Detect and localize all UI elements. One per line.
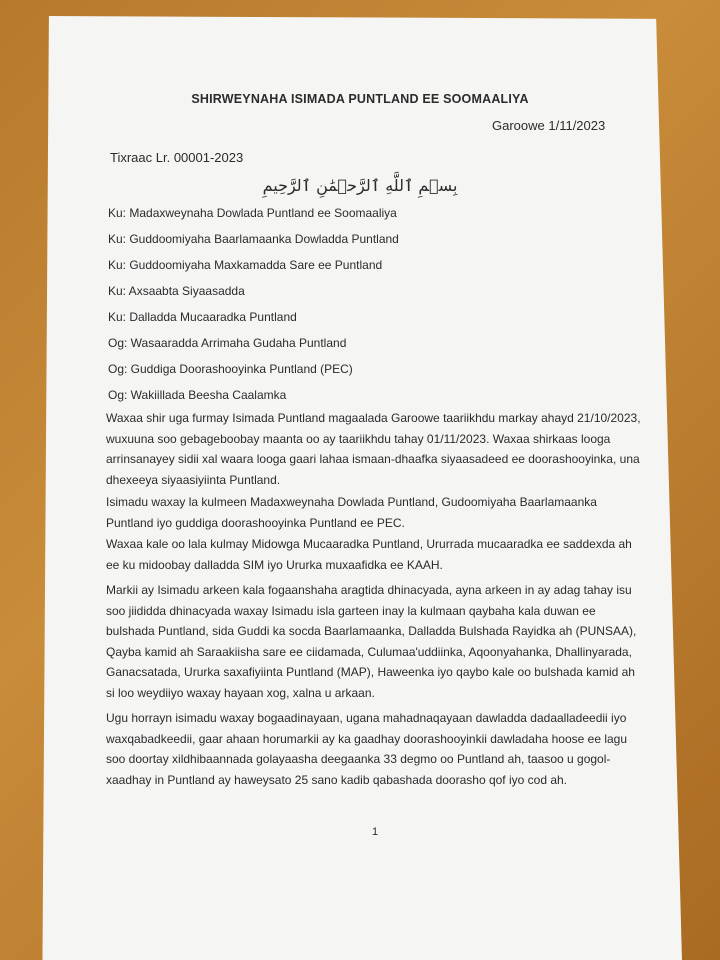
recipient-line: Ku: Guddoomiyaha Baarlamaanka Dowladda Puntland bbox=[108, 232, 399, 246]
recipient-line: Ku: Axsaabta Siyaasadda bbox=[108, 284, 245, 298]
body-paragraph-2: Isimadu waxay la kulmeen Madaxweynaha Dowlada Puntland, Gudoomiyaha Baarlamaanka Puntland iyo guddiga doorashooyinka Puntland ee PEC. bbox=[106, 495, 597, 530]
body-paragraph-1: Waxaa shir uga furmay Isimada Puntland magaalada Garoowe taariikhdu markay ahayd 21/10/2023, wuxuuna soo gebageboobay maanta oo ay taariikhdu tahay 01/11/2023. Waxaa shirkaas looga arrinsanayey sidii xal waara looga gaari lahaa ismaan-dhaafka siyaasadeed ee doorashooyinka, una dhexeeya siyaasiyiinta Puntland. bbox=[106, 411, 641, 487]
bismillah-line: بِسۡمِ ٱللَّهِ ٱلرَّحۡمَٰنِ ٱلرَّحِيمِ bbox=[262, 176, 458, 195]
cc-line: Og: Wasaaradda Arrimaha Gudaha Puntland bbox=[108, 336, 347, 350]
reference-number: Tixraac Lr. 00001-2023 bbox=[110, 150, 244, 165]
body-paragraph-4: Markii ay Isimadu arkeen kala fogaanshaha aragtida dhinacyada, ayna arkeen in ay adag tahay isu soo jiididda dhinacyada waxay Isimadu isla garteen inay la kulmaan qaybaha kala duwan ee bulshada Puntland, sida Guddi ka socda Baarlamaanka, Dalladda Bulshada Rayidka ah (PUNSAA), Qayba kamid ah Saraakiisha sare ee ciidamada, Culumaa'uddiinka, Aqoonyahanka, Dhallinyarada, Ganacsatada, Ururka saxafiyiinta Puntland (MAP), Haweenka iyo qaybo kale oo bulshada kamid ah si loo weydiiyo waxay hayaan xog, xalna u arkaan. bbox=[106, 583, 637, 700]
letter-title: SHIRWEYNAHA ISIMADA PUNTLAND EE SOOMAALIYA bbox=[191, 92, 529, 106]
body-paragraph-3: Waxaa kale oo lala kulmay Midowga Mucaaradka Puntland, Ururrada mucaaradka ee saddexda ah ee ku midoobay dalladda SIM iyo Ururka muxaafidka ee KAAH. bbox=[106, 537, 632, 572]
recipient-line: Ku: Dalladda Mucaaradka Puntland bbox=[108, 310, 297, 324]
page-number: 1 bbox=[372, 826, 379, 838]
cc-line: Og: Guddiga Doorashooyinka Puntland (PEC) bbox=[108, 362, 353, 376]
recipient-line: Ku: Madaxweynaha Dowlada Puntland ee Soomaaliya bbox=[108, 206, 397, 220]
letter-date: Garoowe 1/11/2023 bbox=[492, 118, 606, 133]
body-paragraph-5: Ugu horrayn isimadu waxay bogaadinayaan, ugana mahadnaqayaan dawladda dadaalladeedii iyo waxqabadkeedii, gaar ahaan horumarkii ay ka gaadhay doorashooyinkii dawladaha hoose ee lagu soo doortay xildhibaannada golayaasha deegaanka 33 degmo oo Puntland ah, taasoo u gogol-xaadhay in Puntland ay haweysato 25 sano kadib qabashada doorasho qof iyo cod ah. bbox=[106, 711, 628, 787]
cc-line: Og: Wakiillada Beesha Caalamka bbox=[108, 388, 287, 402]
recipient-line: Ku: Guddoomiyaha Maxkamadda Sare ee Puntland bbox=[108, 258, 383, 272]
